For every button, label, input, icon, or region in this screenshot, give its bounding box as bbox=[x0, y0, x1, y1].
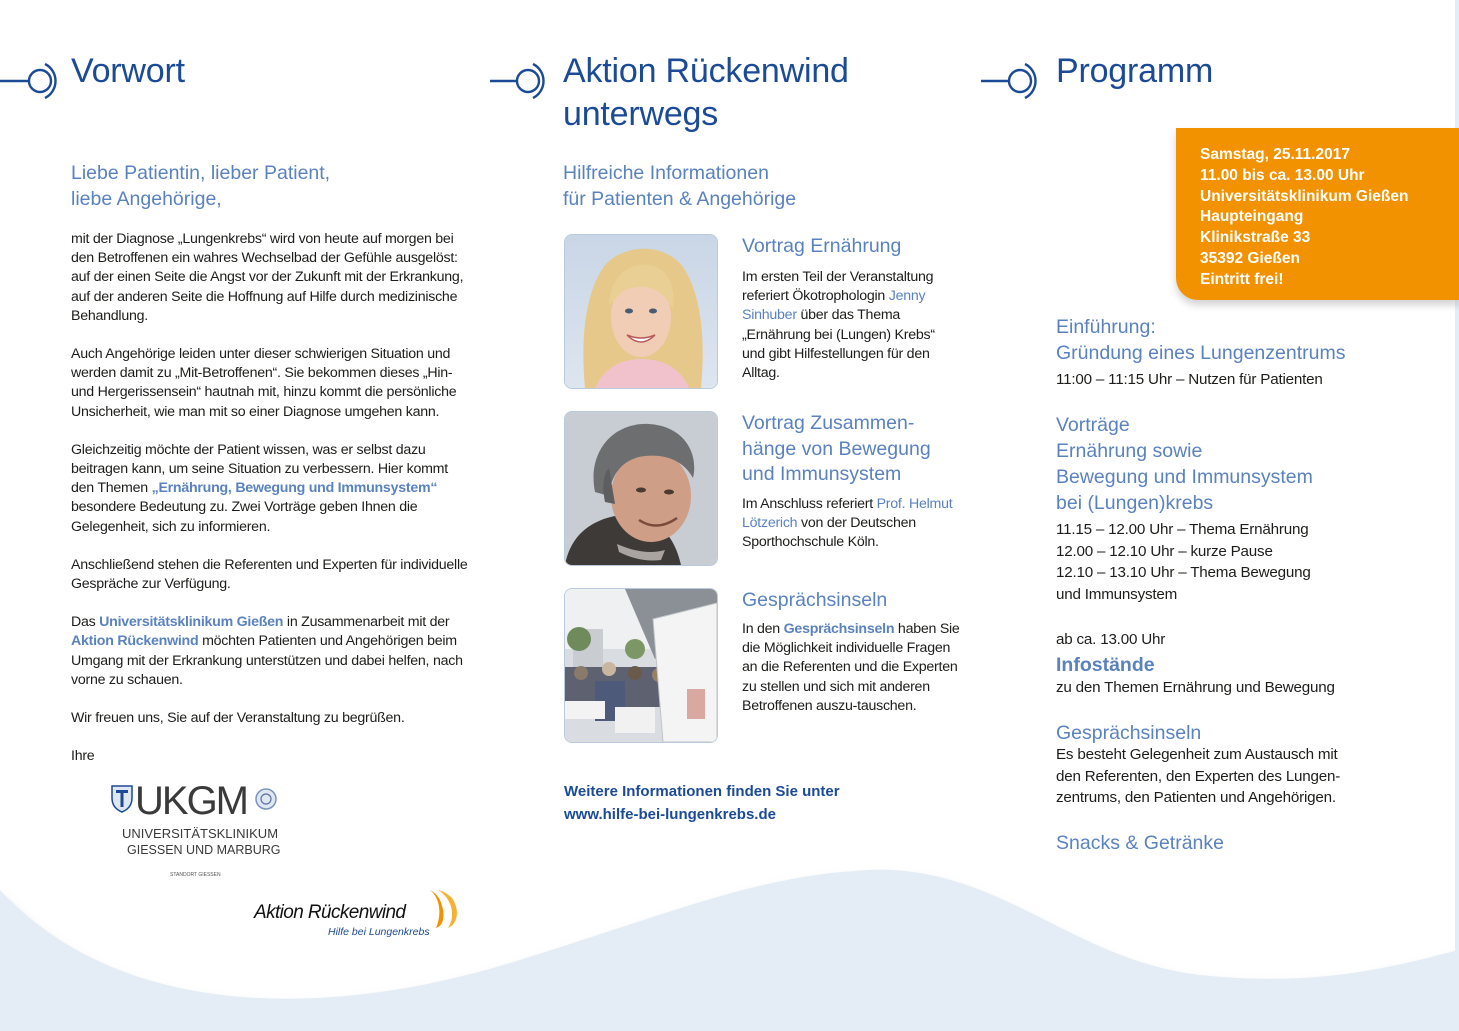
section-header-programm bbox=[981, 50, 1213, 102]
svg-text:STANDORT GIESSEN: STANDORT GIESSEN bbox=[170, 872, 221, 878]
sail-icon bbox=[426, 888, 462, 930]
foreword-text bbox=[71, 230, 471, 785]
paragraph bbox=[71, 441, 471, 537]
event-info-box bbox=[1176, 128, 1459, 300]
text: besondere Bedeutung zu. Zwei Vorträge geben Ihnen die Gelegenheit, sich zu informieren. bbox=[71, 499, 418, 535]
paragraph: Auch Angehörige leiden unter dieser schwierigen Situation und werden damit zu „Mit-Betroffenen“. Sie bekommen dieses „Hin- und Hergerissensein“ hautnah mit, hinzu kommt die persönliche Unsicherheit, wie man mit so einer Diagnose umgehen kann. bbox=[71, 346, 457, 420]
program-intro-time: 11:00 – 11:15 Uhr – Nutzen für Patienten bbox=[1056, 371, 1323, 388]
event-street: Klinikstraße 33 bbox=[1200, 229, 1311, 247]
text-line: Es besteht Gelegenheit zum Austausch mit bbox=[1056, 746, 1338, 763]
speaker-name: Prof. Helmut Lötzerich bbox=[742, 496, 953, 532]
text: möchten Patienten und Angehörigen beim Umgang mit der Erkrankung unterstützen und dabei helfen, nach vorne zu schauen. bbox=[71, 633, 463, 688]
svg-text:GIESSEN UND MARBURG: GIESSEN UND MARBURG bbox=[127, 843, 281, 857]
logo-tagline: Hilfe bei Lungenkrebs bbox=[328, 926, 430, 938]
paragraph: Wir freuen uns, Sie auf der Veranstaltung zu begrüßen. bbox=[71, 710, 405, 727]
title-line: unterwegs bbox=[563, 95, 719, 133]
schedule-line: 12.00 – 12.10 Uhr – kurze Pause bbox=[1056, 542, 1273, 560]
event-admission: Eintritt frei! bbox=[1200, 270, 1284, 288]
salutation-line: liebe Angehörige, bbox=[71, 188, 222, 210]
event-city: 35392 Gießen bbox=[1200, 249, 1300, 267]
text: von der Deutschen Sporthochschule Köln. bbox=[742, 515, 916, 551]
highlight-campaign: Aktion Rückenwind bbox=[71, 633, 199, 650]
svg-text:UKGM: UKGM bbox=[135, 780, 247, 823]
signature: Ihre bbox=[71, 748, 95, 765]
highlight-topics: „Ernährung, Bewegung und Immunsystem“ bbox=[151, 480, 438, 497]
text: In den bbox=[742, 621, 784, 637]
paragraph: Anschließend stehen die Referenten und Experten für individuelle Gespräche zur Verfügung. bbox=[71, 556, 468, 593]
item-title: Vortrag Ernährung bbox=[742, 235, 902, 257]
event-date: Samstag, 25.11.2017 bbox=[1200, 146, 1350, 163]
circle-line-icon bbox=[490, 60, 552, 102]
section-title: Vorwort bbox=[71, 52, 185, 90]
event-venue: Universitätsklinikum Gießen bbox=[1200, 187, 1409, 205]
program-talks-schedule bbox=[1056, 519, 1311, 605]
text: haben Sie die Möglichkeit individuelle Fragen an die Referenten und die Experten zu stellen und sich mit anderen Betroffenen auszu-tauschen. bbox=[742, 621, 960, 714]
text-line: zentrums, den Patienten und Angehörigen. bbox=[1056, 789, 1336, 806]
svg-text:UNIVERSITÄTSKLINIKUM: UNIVERSITÄTSKLINIKUM bbox=[122, 826, 279, 841]
program-talk-islands-title: Gesprächsinseln bbox=[1056, 722, 1202, 744]
section-subtitle bbox=[563, 160, 796, 212]
title-line: bei (Lungen)krebs bbox=[1056, 492, 1214, 514]
program-info-text: zu den Themen Ernährung und Bewegung bbox=[1056, 679, 1335, 696]
photo-jenny-sinhuber bbox=[564, 234, 718, 389]
photo-helmut-loetzerich bbox=[564, 411, 718, 566]
text: Das bbox=[71, 614, 100, 631]
text: Im ersten Teil der Veranstaltung referiert Ökotrophologin bbox=[742, 269, 934, 305]
text: Im Anschluss referiert bbox=[742, 496, 877, 512]
aktion-rueckenwind-logo bbox=[254, 888, 464, 944]
title-line: Bewegung und Immunsystem bbox=[1056, 466, 1313, 488]
section-header-unterwegs bbox=[490, 50, 849, 136]
title-line: Vorträge bbox=[1056, 414, 1130, 436]
text-line: den Referenten, den Experten des Lungen- bbox=[1056, 767, 1341, 785]
title-line: Gründung eines Lungenzentrums bbox=[1056, 342, 1346, 364]
item-text bbox=[742, 495, 957, 553]
schedule-line: und Immunsystem bbox=[1056, 585, 1178, 603]
speaker-name: Jenny Sinhuber bbox=[742, 288, 926, 324]
highlight-clinic: Universitätsklinikum Gießen bbox=[99, 614, 284, 631]
photo-event-hall bbox=[564, 588, 718, 743]
item-title: Vortrag Zusammen-hänge von Bewegung und Immunsystem bbox=[742, 412, 931, 485]
subtitle-line: Hilfreiche Informationen bbox=[563, 162, 769, 184]
paragraph: mit der Diagnose „Lungenkrebs“ wird von heute auf morgen bei den Betroffenen ein wahres Wechselbad der Gefühle ausgelöst: auf der einen Seite die Angst vor der Zukunft mit der Erkrankung, auf der anderen Seite die Hoffnung auf Hilfe durch medizinische Behandlung. bbox=[71, 231, 464, 324]
program-info-time: ab ca. 13.00 Uhr bbox=[1056, 631, 1166, 648]
website-link[interactable]: www.hilfe-bei-lungenkrebs.de bbox=[564, 806, 776, 823]
ukgm-logo bbox=[108, 780, 288, 880]
section-title: Programm bbox=[1056, 52, 1214, 90]
more-info bbox=[564, 780, 840, 826]
text: über das Thema „Ernährung bei (Lungen) Krebs“ und gibt Hilfestellungen für den Alltag. bbox=[742, 307, 935, 382]
title-line: Aktion Rückenwind bbox=[563, 52, 849, 90]
title-line: Einführung: bbox=[1056, 316, 1156, 338]
item-text bbox=[742, 268, 957, 383]
section-title bbox=[563, 50, 849, 136]
program-intro-title bbox=[1056, 314, 1345, 366]
salutation-line: Liebe Patientin, lieber Patient, bbox=[71, 162, 331, 184]
program-info-title: Infostände bbox=[1056, 654, 1155, 676]
program-talks-title bbox=[1056, 412, 1313, 516]
item-title: Gesprächsinseln bbox=[742, 589, 888, 611]
section-header-vorwort bbox=[0, 50, 185, 102]
item-text bbox=[742, 620, 967, 716]
event-entrance: Haupteingang bbox=[1200, 208, 1304, 226]
schedule-line: 11.15 – 12.00 Uhr – Thema Ernährung bbox=[1056, 521, 1309, 538]
circle-line-icon bbox=[981, 60, 1043, 102]
text: Gleichzeitig möchte der Patient wissen, was er selbst dazu beitragen kann, um seine Situation zu verbessern. Hier kommt den Themen bbox=[71, 441, 448, 497]
title-line: Ernährung sowie bbox=[1056, 440, 1203, 462]
more-info-text: Weitere Informationen finden Sie unter bbox=[564, 783, 840, 800]
event-time: 11.00 bis ca. 13.00 Uhr bbox=[1200, 166, 1365, 184]
salutation bbox=[71, 160, 330, 212]
text: in Zusammenarbeit mit der bbox=[283, 614, 450, 631]
paragraph bbox=[71, 613, 471, 690]
schedule-line: 12.10 – 13.10 Uhr – Thema Bewegung bbox=[1056, 564, 1311, 581]
program-snacks: Snacks & Getränke bbox=[1056, 832, 1224, 854]
highlight: Gesprächsinseln bbox=[783, 621, 895, 637]
logo-name: Aktion Rückenwind bbox=[254, 902, 406, 923]
subtitle-line: für Patienten & Angehörige bbox=[563, 188, 797, 210]
program-talk-islands-text bbox=[1056, 744, 1340, 809]
circle-line-icon bbox=[0, 60, 62, 102]
